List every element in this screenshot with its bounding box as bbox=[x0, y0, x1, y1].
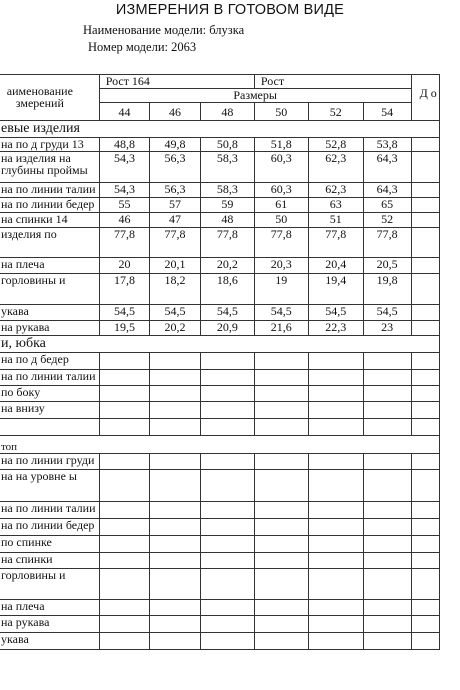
measurement-value: 19,8 bbox=[363, 274, 411, 305]
measurement-value bbox=[308, 553, 363, 569]
measurement-value: 58,3 bbox=[200, 183, 254, 198]
measurement-value: 55 bbox=[99, 198, 150, 213]
measurement-value bbox=[363, 616, 411, 633]
measurement-value bbox=[308, 633, 363, 650]
measurement-value bbox=[308, 419, 363, 436]
measurement-value bbox=[254, 569, 308, 600]
extra-cell bbox=[411, 616, 439, 633]
measurement-value: 59 bbox=[200, 198, 254, 213]
extra-cell bbox=[411, 519, 439, 536]
measurement-value: 20 bbox=[99, 258, 150, 274]
size-header-50: 50 bbox=[254, 103, 308, 121]
measurement-value: 54,3 bbox=[99, 183, 150, 198]
measurement-value bbox=[363, 519, 411, 536]
measurement-name: на по линии бедер bbox=[0, 198, 99, 213]
measurement-value bbox=[254, 419, 308, 436]
measurement-value bbox=[200, 536, 254, 553]
measurement-value bbox=[308, 502, 363, 519]
measurement-value bbox=[99, 454, 150, 470]
measurement-value bbox=[200, 519, 254, 536]
measurements-table bbox=[0, 74, 440, 650]
measurement-value: 63 bbox=[308, 198, 363, 213]
measurement-name: на изделия на глубины проймы bbox=[0, 152, 99, 183]
measurement-value: 18,6 bbox=[200, 274, 254, 305]
measurement-value bbox=[363, 470, 411, 502]
measurement-value bbox=[150, 519, 201, 536]
measurement-value: 54,5 bbox=[363, 305, 411, 321]
extra-cell bbox=[411, 152, 439, 183]
measurement-value bbox=[254, 616, 308, 633]
table-row bbox=[0, 138, 440, 152]
measurement-value bbox=[363, 536, 411, 553]
size-header-52: 52 bbox=[308, 103, 363, 121]
extra-cell bbox=[411, 305, 439, 321]
measurement-value bbox=[99, 370, 150, 386]
size-header-54: 54 bbox=[363, 103, 411, 121]
measurement-value: 57 bbox=[150, 198, 201, 213]
measurement-value bbox=[254, 370, 308, 386]
measurement-name: на по линии груди bbox=[0, 454, 99, 470]
table-row bbox=[0, 519, 440, 536]
table-row bbox=[0, 386, 440, 402]
extra-cell bbox=[411, 402, 439, 419]
measurement-value: 49,8 bbox=[150, 138, 201, 152]
measurement-value: 60,3 bbox=[254, 152, 308, 183]
measurement-value bbox=[363, 370, 411, 386]
measurement-value: 18,2 bbox=[150, 274, 201, 305]
measurement-value: 20,3 bbox=[254, 258, 308, 274]
extra-cell bbox=[411, 633, 439, 650]
extra-cell bbox=[411, 600, 439, 616]
table-row bbox=[0, 152, 440, 183]
measurement-value bbox=[150, 370, 201, 386]
measurement-name: на рукава bbox=[0, 321, 99, 336]
measurement-name: горловины и bbox=[0, 569, 99, 600]
measurement-name: на плеча bbox=[0, 600, 99, 616]
measurement-value bbox=[99, 386, 150, 402]
measurement-value bbox=[308, 569, 363, 600]
measurement-value bbox=[99, 502, 150, 519]
measurement-value bbox=[99, 470, 150, 502]
measurement-value bbox=[99, 553, 150, 569]
measurement-value bbox=[200, 502, 254, 519]
measurement-value: 77,8 bbox=[254, 228, 308, 258]
extra-cell bbox=[411, 258, 439, 274]
measurement-name: на плеча bbox=[0, 258, 99, 274]
measurement-value bbox=[363, 600, 411, 616]
measurement-name: укава bbox=[0, 305, 99, 321]
measurement-value bbox=[99, 536, 150, 553]
extra-cell bbox=[411, 386, 439, 402]
measurement-value: 54,5 bbox=[308, 305, 363, 321]
extra-cell bbox=[411, 228, 439, 258]
table-row bbox=[0, 353, 440, 370]
table-row bbox=[0, 274, 440, 305]
measurement-value bbox=[150, 386, 201, 402]
measurement-value bbox=[308, 536, 363, 553]
header-extra-column: Д о bbox=[411, 75, 439, 121]
table-row bbox=[0, 470, 440, 502]
header-rost-1: Рост 164 bbox=[99, 75, 254, 89]
measurement-value: 54,5 bbox=[254, 305, 308, 321]
extra-cell bbox=[411, 502, 439, 519]
measurement-value: 56,3 bbox=[150, 152, 201, 183]
measurement-value: 60,3 bbox=[254, 183, 308, 198]
measurement-value: 77,8 bbox=[363, 228, 411, 258]
table-row bbox=[0, 258, 440, 274]
measurement-value: 20,5 bbox=[363, 258, 411, 274]
measurement-value: 54,5 bbox=[200, 305, 254, 321]
measurement-value bbox=[254, 553, 308, 569]
measurement-value bbox=[308, 600, 363, 616]
measurement-value bbox=[99, 519, 150, 536]
measurement-value bbox=[254, 454, 308, 470]
measurement-value: 52,8 bbox=[308, 138, 363, 152]
measurement-value bbox=[308, 454, 363, 470]
measurement-value: 50,8 bbox=[200, 138, 254, 152]
measurement-name: на по линии бедер bbox=[0, 519, 99, 536]
measurement-value: 20,9 bbox=[200, 321, 254, 336]
extra-cell bbox=[411, 183, 439, 198]
table-row bbox=[0, 402, 440, 419]
measurement-value bbox=[200, 616, 254, 633]
measurement-value bbox=[150, 600, 201, 616]
measurement-value bbox=[308, 353, 363, 370]
table-row bbox=[0, 553, 440, 569]
measurement-value bbox=[99, 600, 150, 616]
measurement-value: 77,8 bbox=[308, 228, 363, 258]
extra-cell bbox=[411, 419, 439, 436]
extra-cell bbox=[411, 213, 439, 228]
measurement-value bbox=[254, 502, 308, 519]
measurement-value: 21,6 bbox=[254, 321, 308, 336]
table-row bbox=[0, 419, 440, 436]
extra-cell bbox=[411, 274, 439, 305]
measurement-name: на внизу bbox=[0, 402, 99, 419]
measurement-value bbox=[99, 419, 150, 436]
size-header-48: 48 bbox=[200, 103, 254, 121]
measurement-value: 54,5 bbox=[150, 305, 201, 321]
measurement-value bbox=[99, 353, 150, 370]
section-title: топ bbox=[0, 436, 440, 454]
measurement-value bbox=[200, 370, 254, 386]
measurement-value: 46 bbox=[99, 213, 150, 228]
measurement-name: по спинке bbox=[0, 536, 99, 553]
extra-cell bbox=[411, 138, 439, 152]
measurement-value: 62,3 bbox=[308, 183, 363, 198]
measurement-value bbox=[308, 402, 363, 419]
measurement-value: 61 bbox=[254, 198, 308, 213]
table-row bbox=[0, 633, 440, 650]
measurement-value bbox=[150, 419, 201, 436]
measurement-name bbox=[0, 419, 99, 436]
measurement-value bbox=[254, 519, 308, 536]
header-sizes-label: Размеры bbox=[99, 89, 411, 103]
measurement-value: 77,8 bbox=[99, 228, 150, 258]
table-row bbox=[0, 600, 440, 616]
measurement-value: 17,8 bbox=[99, 274, 150, 305]
measurement-name: горловины и bbox=[0, 274, 99, 305]
measurement-value: 54,5 bbox=[99, 305, 150, 321]
measurement-value bbox=[200, 353, 254, 370]
table-row bbox=[0, 454, 440, 470]
table-row bbox=[0, 370, 440, 386]
size-header-46: 46 bbox=[150, 103, 201, 121]
measurement-value bbox=[363, 353, 411, 370]
model-name: Наименование модели: блузка bbox=[83, 23, 245, 37]
measurement-value bbox=[363, 386, 411, 402]
measurement-value bbox=[254, 536, 308, 553]
measurement-value bbox=[363, 569, 411, 600]
extra-cell bbox=[411, 536, 439, 553]
measurement-value: 23 bbox=[363, 321, 411, 336]
measurement-value bbox=[200, 419, 254, 436]
extra-cell bbox=[411, 353, 439, 370]
extra-cell bbox=[411, 553, 439, 569]
measurement-name: на спинки bbox=[0, 553, 99, 569]
measurement-value bbox=[200, 402, 254, 419]
measurement-value bbox=[363, 633, 411, 650]
measurement-value: 51,8 bbox=[254, 138, 308, 152]
measurement-value bbox=[200, 553, 254, 569]
table-row bbox=[0, 569, 440, 600]
measurement-value bbox=[254, 353, 308, 370]
measurement-value: 19,4 bbox=[308, 274, 363, 305]
measurement-value: 77,8 bbox=[200, 228, 254, 258]
measurement-value bbox=[254, 402, 308, 419]
table-row bbox=[0, 228, 440, 258]
measurement-value bbox=[150, 633, 201, 650]
measurement-value: 65 bbox=[363, 198, 411, 213]
header-rost-2: Рост bbox=[254, 75, 411, 89]
measurement-value: 58,3 bbox=[200, 152, 254, 183]
measurement-name: на по д бедер bbox=[0, 353, 99, 370]
table-row bbox=[0, 198, 440, 213]
measurement-value: 62,3 bbox=[308, 152, 363, 183]
measurement-value bbox=[150, 616, 201, 633]
table-row bbox=[0, 305, 440, 321]
extra-cell bbox=[411, 321, 439, 336]
measurement-value bbox=[150, 353, 201, 370]
measurement-value bbox=[200, 600, 254, 616]
measurement-value bbox=[363, 553, 411, 569]
measurement-value bbox=[99, 633, 150, 650]
measurement-value bbox=[150, 470, 201, 502]
measurement-name: на по линии талии bbox=[0, 183, 99, 198]
measurement-value bbox=[150, 569, 201, 600]
document-title: ИЗМЕРЕНИЯ В ГОТОВОМ ВИДЕ bbox=[115, 2, 345, 18]
measurement-value bbox=[363, 419, 411, 436]
extra-cell bbox=[411, 370, 439, 386]
measurement-value: 47 bbox=[150, 213, 201, 228]
measurement-value: 53,8 bbox=[363, 138, 411, 152]
measurement-value: 19,5 bbox=[99, 321, 150, 336]
measurement-value bbox=[363, 402, 411, 419]
measurement-value: 20,2 bbox=[200, 258, 254, 274]
measurement-value: 77,8 bbox=[150, 228, 201, 258]
measurement-name: по боку bbox=[0, 386, 99, 402]
measurement-value: 56,3 bbox=[150, 183, 201, 198]
measurement-value bbox=[200, 569, 254, 600]
table-row bbox=[0, 616, 440, 633]
model-number: Номер модели: 2063 bbox=[88, 40, 197, 54]
extra-cell bbox=[411, 198, 439, 213]
measurement-value bbox=[150, 536, 201, 553]
measurement-value bbox=[363, 502, 411, 519]
section-title: евые изделия bbox=[0, 121, 440, 138]
measurement-name: укава bbox=[0, 633, 99, 650]
measurement-value bbox=[308, 519, 363, 536]
measurement-value bbox=[200, 454, 254, 470]
measurement-value: 22,3 bbox=[308, 321, 363, 336]
measurement-value bbox=[99, 569, 150, 600]
extra-cell bbox=[411, 454, 439, 470]
table-row bbox=[0, 213, 440, 228]
measurement-value: 64,3 bbox=[363, 152, 411, 183]
measurement-value: 52 bbox=[363, 213, 411, 228]
measurement-name: на по д груди 13 bbox=[0, 138, 99, 152]
measurement-value bbox=[254, 633, 308, 650]
table-row bbox=[0, 502, 440, 519]
size-header-44: 44 bbox=[99, 103, 150, 121]
measurement-value bbox=[200, 633, 254, 650]
table-row bbox=[0, 536, 440, 553]
table-row bbox=[0, 321, 440, 336]
measurement-value bbox=[363, 454, 411, 470]
header-name-column: аименование змерений bbox=[0, 75, 99, 121]
measurement-value bbox=[99, 616, 150, 633]
measurement-value: 48,8 bbox=[99, 138, 150, 152]
measurement-value bbox=[150, 454, 201, 470]
measurement-value bbox=[308, 370, 363, 386]
measurement-value bbox=[99, 402, 150, 419]
measurement-value bbox=[150, 553, 201, 569]
measurement-value: 20,1 bbox=[150, 258, 201, 274]
measurement-value: 20,2 bbox=[150, 321, 201, 336]
measurement-value: 50 bbox=[254, 213, 308, 228]
measurement-value bbox=[308, 616, 363, 633]
section-title: и, юбка bbox=[0, 336, 440, 353]
measurement-value: 64,3 bbox=[363, 183, 411, 198]
measurement-name: на по линии талии bbox=[0, 370, 99, 386]
measurement-value: 19 bbox=[254, 274, 308, 305]
table-row bbox=[0, 183, 440, 198]
measurement-name: на рукава bbox=[0, 616, 99, 633]
measurement-name: на спинки 14 bbox=[0, 213, 99, 228]
measurement-value bbox=[254, 386, 308, 402]
measurement-value bbox=[150, 402, 201, 419]
measurement-name: на на уровне ы bbox=[0, 470, 99, 502]
measurement-value: 54,3 bbox=[99, 152, 150, 183]
extra-cell bbox=[411, 470, 439, 502]
measurement-value bbox=[308, 470, 363, 502]
measurement-value bbox=[200, 386, 254, 402]
measurement-value bbox=[308, 386, 363, 402]
measurement-name: изделия по bbox=[0, 228, 99, 258]
measurement-value bbox=[150, 502, 201, 519]
measurement-value: 48 bbox=[200, 213, 254, 228]
measurement-name: на по линии талии bbox=[0, 502, 99, 519]
measurement-value bbox=[254, 600, 308, 616]
measurement-value bbox=[254, 470, 308, 502]
extra-cell bbox=[411, 569, 439, 600]
measurement-value: 51 bbox=[308, 213, 363, 228]
measurement-value: 20,4 bbox=[308, 258, 363, 274]
measurement-value bbox=[200, 470, 254, 502]
